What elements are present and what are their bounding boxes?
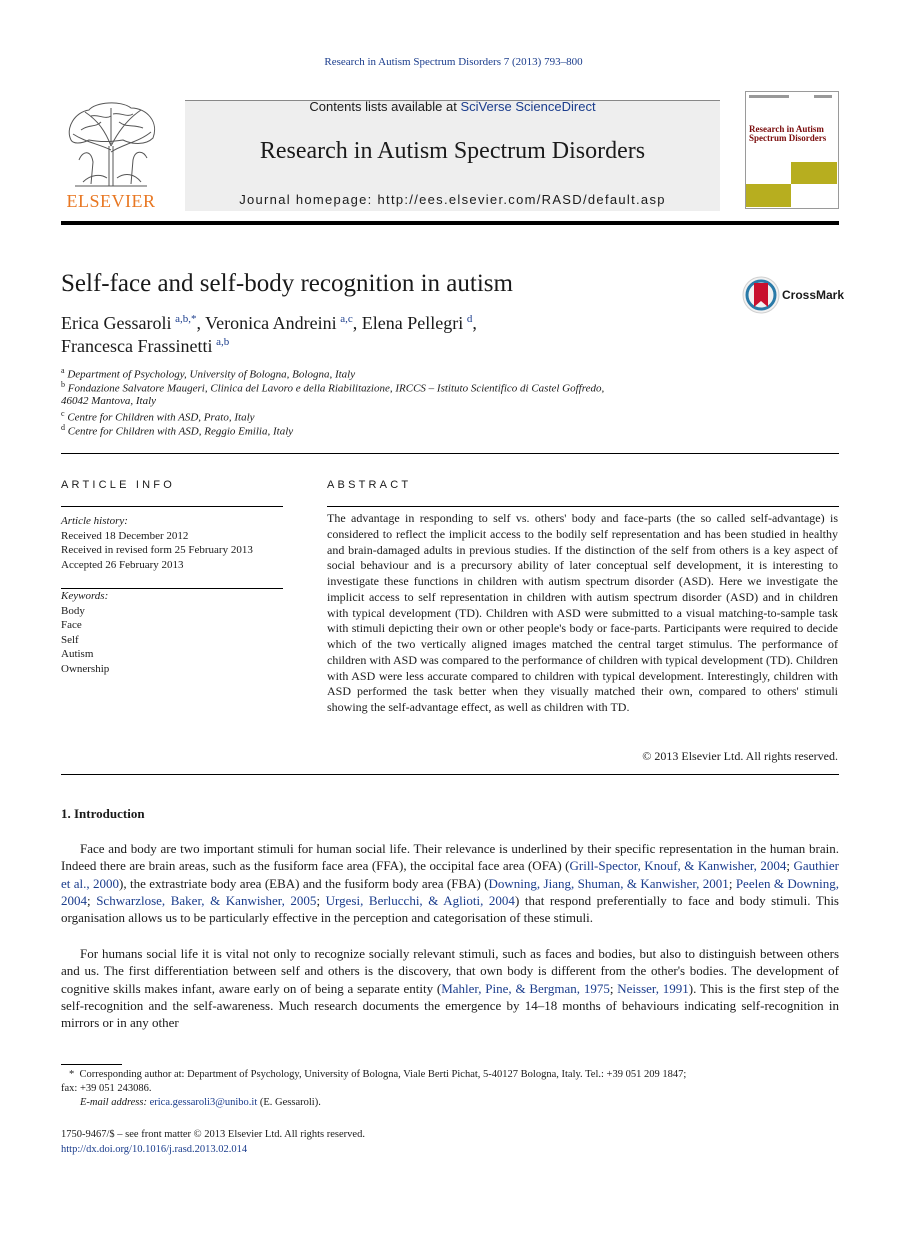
citation-link[interactable]: Urgesi, Berlucchi, & Aglioti, 2004 [325, 892, 515, 908]
accepted-date: Accepted 26 February 2013 [61, 558, 184, 571]
citation-link[interactable]: Neisser, 1991 [617, 980, 689, 996]
cover-title: Research in Autism Spectrum Disorders [749, 124, 827, 143]
article-history [61, 514, 253, 572]
crossmark-label[interactable]: CrossMark [782, 288, 845, 302]
issn-line: 1750-9467/$ – see front matter © 2013 Elsevier Ltd. All rights reserved. [61, 1129, 365, 1140]
keyword: Ownership [61, 662, 110, 675]
history-label: Article history: [61, 515, 128, 527]
footnote-rule [61, 1064, 122, 1065]
keyword: Autism [61, 648, 94, 661]
introduction-heading: 1. Introduction [61, 806, 145, 821]
abstract-text: The advantage in responding to self vs. others' body and face-parts (the so called self-advantage) is considered to reflect the implicit access to the bodily self representation and has been studied in healthy and brain-damaged adults in previous studies. If the distinction of the self from others is a key aspect of social behaviour and is a precursory ability of later conceptual self development, it is interesting to investigate these functions in children with autism spectrum disorder (ASD). Here we investigate the implicit access to self representation in children with autism spectrum disorder (ASD) and in children with typical development (TD). Children with ASD were submitted to a visual matching-to-sample task with stimuli depicting their own or other people's body or face-parts. Participants were required to decide which of the two vertically aligned images matched the central target stimulus. The performance of children with ASD was compared to the performance of children with typical development (TD). Children with ASD were less accurate compared to children with typical development. Interestingly, children with ASD performed the task better when they visually matched their own, compared to others' stimuli showing the self-advantage effect, as well as children with TD. [327, 511, 838, 714]
affiliation: 46042 Mantova, Italy [61, 395, 157, 407]
header-divider [61, 221, 839, 225]
citation-link[interactable]: Schwarzlose, Baker, & Kanwisher, 2005 [96, 892, 317, 908]
abstract-heading: ABSTRACT [327, 479, 412, 491]
affiliation: $^b$ Fondazione Salvatore Maugeri, Clinica del Lavoro e della Riabilitazione, IRCCS – Istituto Scientifico di Castel Goffredo, [61, 380, 605, 395]
cover-text-line [814, 95, 832, 98]
journal-cover-thumbnail[interactable] [745, 91, 839, 209]
authors-line [61, 336, 229, 357]
revised-date: Received in revised form 25 February 2013 [61, 544, 253, 557]
author-affiliation-mark[interactable]: a,c [340, 313, 353, 325]
intro-paragraph-2: For humans social life it is vital not only to recognize socially relevant stimuli, such as faces and bodies, but also to distinguish between others and us. The first differentiation between self and others is the discovery, that own body is different from the other's bodies. The development of cognitive skills makes infant, aware early on of being a separate entity (Mahler, Pine, & Bergman, 1975; Neisser, 1991). This is the first step of the self-recognition and the self-awareness. Much research documents the emergence by 14–18 months of behaviours indicating self-recognition in mirrors or in any other [61, 946, 839, 1031]
doi-link[interactable]: http://dx.doi.org/10.1016/j.rasd.2013.02.014 [61, 1144, 248, 1155]
elsevier-wordmark: ELSEVIER [66, 191, 156, 211]
author-email-link[interactable]: erica.gessaroli3@unibo.it [149, 1097, 258, 1108]
citation-link[interactable]: Peelen & Downing, 2004 [61, 875, 839, 908]
sciencedirect-link[interactable]: SciVerse ScienceDirect [460, 99, 596, 114]
keyword: Self [61, 633, 79, 646]
journal-homepage[interactable]: Journal homepage: http://ees.elsevier.com/RASD/default.asp [239, 192, 666, 207]
citation-link[interactable]: Downing, Jiang, Shuman, & Kanwisher, 2001 [488, 875, 729, 891]
section-divider [61, 774, 839, 775]
affiliation: $^a$ Department of Psychology, University of Bologna, Bologna, Italy [61, 366, 356, 381]
abstract-copyright: © 2013 Elsevier Ltd. All rights reserved. [642, 749, 838, 763]
received-date: Received 18 December 2012 [61, 529, 189, 542]
keyword: Body [61, 604, 85, 617]
cover-block [791, 162, 837, 184]
author-name: Elena Pellegri [361, 313, 464, 333]
keywords-label: Keywords: [61, 590, 109, 602]
citation-link[interactable]: Grill-Spector, Knouf, & Kanwisher, 2004 [569, 858, 787, 874]
article-info-heading: ARTICLE INFO [61, 479, 175, 491]
author-affiliation-mark[interactable]: d [466, 313, 473, 325]
corresponding-author-footnote: * Corresponding author at: Department of Psychology, University of Bologna, Viale Berti Pichat, 5-40127 Bologna, Italy. Tel.: +39 051 209 1847; fax: +39 051 243086. E-mail address: erica.gessaroli3@unibo.it (E. Gessaroli). [61, 1069, 687, 1108]
author-affiliation-mark[interactable]: a,b [216, 336, 230, 348]
front-matter [61, 1127, 365, 1157]
journal-citation[interactable]: Research in Autism Spectrum Disorders 7 (2013) 793–800 [324, 56, 583, 68]
footnote-star: * [69, 1069, 75, 1080]
article-info-rule [61, 506, 283, 507]
crossmark-icon[interactable] [742, 276, 780, 314]
abstract-rule [327, 506, 839, 507]
author-name: Erica Gessaroli [61, 313, 172, 333]
contents-available-line: Contents lists available at SciVerse ScienceDirect [309, 99, 596, 114]
journal-title: Research in Autism Spectrum Disorders [259, 138, 646, 164]
keywords-block [61, 589, 109, 677]
affiliation: $^d$ Centre for Children with ASD, Reggio Emilia, Italy [61, 423, 294, 438]
keyword: Face [61, 619, 82, 632]
citation-link[interactable]: Gauthier et al., 2000 [61, 858, 839, 891]
paper-title: Self-face and self-body recognition in autism [61, 270, 513, 297]
affiliation: $^c$ Centre for Children with ASD, Prato, Italy [61, 409, 255, 424]
section-divider [61, 453, 839, 454]
cover-text-line [749, 95, 789, 98]
intro-paragraph-1: Face and body are two important stimuli for human social life. Their relevance is underlined by their specific representation in the human brain. Indeed there are brain areas, such as the fusiform face area (FFA), the occipital face area (OFA) (Grill-Spector, Knouf, & Kanwisher, 2004; Gauthier et al., 2000), the extrastriate body area (EBA) and the fusiform body area (FBA) (Downing, Jiang, Shuman, & Kanwisher, 2001; Peelen & Downing, 2004; Schwarzlose, Baker, & Kanwisher, 2005; Urgesi, Berlucchi, & Aglioti, 2004) that respond preferentially to face and body stimuli. This organisation allows us to be particularly effective in the perception and categorisation of these stimuli. [61, 841, 839, 926]
author-name: Veronica Andreini [205, 313, 337, 333]
authors-line: Erica Gessaroli $^{a,b,*}$, Veronica Andreini $^{a,c}$, Elena Pellegri $^d$, [61, 313, 477, 333]
author-name: Francesca Frassinetti [61, 336, 213, 356]
author-affiliation-mark[interactable]: a,b,* [175, 313, 197, 325]
cover-block [746, 184, 791, 207]
citation-link[interactable]: Mahler, Pine, & Bergman, 1975 [441, 980, 610, 996]
